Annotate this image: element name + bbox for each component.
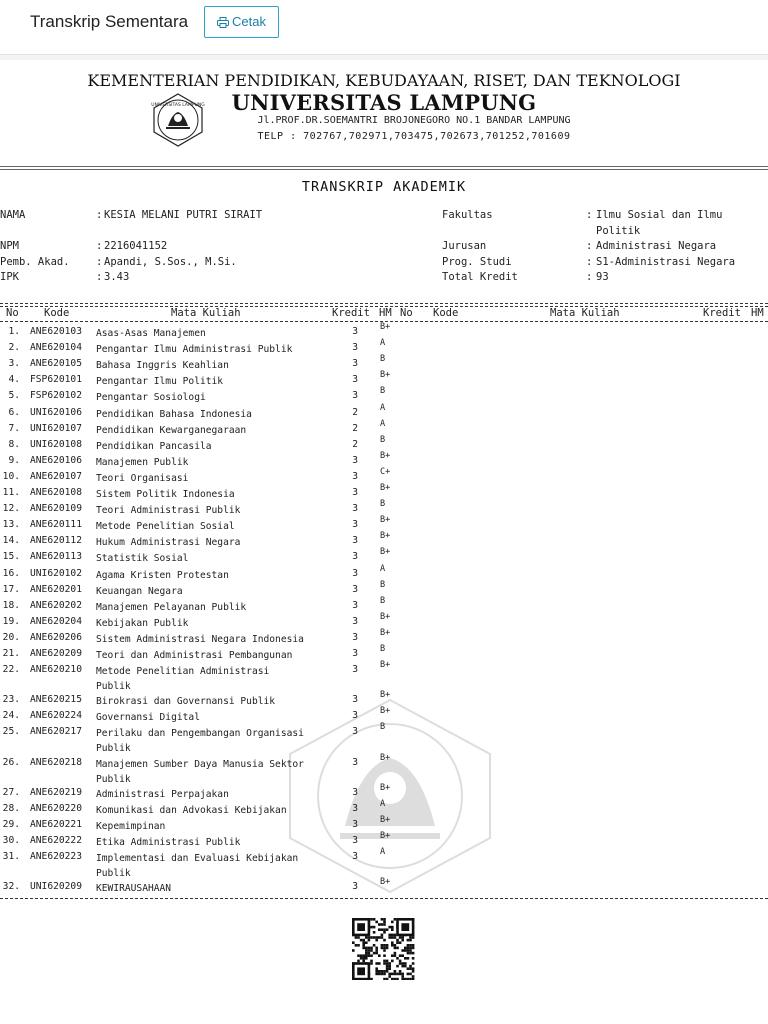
- course-grade: B: [380, 579, 386, 590]
- col-header-kredit-2: Kredit: [703, 307, 741, 319]
- course-name: Publik: [96, 743, 131, 755]
- course-name: Bahasa Inggris Keahlian: [96, 360, 229, 372]
- course-credit: 2: [352, 406, 358, 418]
- course-grade: A: [380, 418, 386, 429]
- course-no: 14.: [2, 535, 20, 547]
- course-name: Sistem Administrasi Negara Indonesia: [96, 633, 304, 645]
- course-no: 18.: [2, 599, 20, 611]
- course-name: Pengantar Sosiologi: [96, 392, 206, 404]
- course-no: 1.: [8, 326, 20, 337]
- course-credit: 3: [352, 786, 358, 798]
- course-no: 21.: [2, 648, 20, 659]
- student-faculty-cont: Politik: [596, 225, 641, 237]
- course-credit: 3: [352, 390, 358, 402]
- course-credit: 3: [352, 503, 358, 515]
- course-grade: B: [380, 595, 386, 606]
- course-no: 30.: [2, 834, 20, 846]
- course-grade: A: [380, 402, 386, 413]
- major-colon: :: [586, 240, 593, 252]
- course-name: Metode Penelitian Sosial: [96, 521, 235, 533]
- course-code: ANE620224: [30, 710, 82, 722]
- course-credit: 3: [352, 374, 358, 386]
- ipk-label: IPK: [0, 271, 19, 283]
- course-grade: B+: [380, 547, 391, 558]
- course-code: ANE620219: [30, 786, 82, 798]
- course-grade: B+: [380, 483, 391, 493]
- course-no: 24.: [2, 710, 20, 722]
- course-credit: 3: [352, 818, 358, 830]
- course-credit: 3: [352, 519, 358, 531]
- course-name: Manajemen Publik: [96, 456, 189, 468]
- course-grade: B+: [380, 450, 391, 461]
- col-header-hm-2: HM: [751, 307, 764, 319]
- course-code: ANE620109: [30, 503, 82, 515]
- course-name: Manajemen Pelayanan Publik: [96, 601, 247, 613]
- course-name: Publik: [96, 773, 131, 785]
- faculty-label: Fakultas: [442, 209, 493, 221]
- course-code: ANE620209: [30, 648, 82, 659]
- course-grade: B+: [380, 877, 391, 888]
- program-label: Prog. Studi: [442, 256, 512, 268]
- course-code: ANE620220: [30, 802, 82, 814]
- course-code: ANE620108: [30, 487, 82, 498]
- course-grade: B: [380, 434, 386, 445]
- course-grade: A: [380, 563, 386, 574]
- course-grade: B: [380, 354, 386, 365]
- course-grade: B+: [380, 370, 391, 381]
- course-code: ANE620103: [30, 326, 82, 337]
- course-credit: 3: [352, 694, 358, 706]
- course-code: ANE620201: [30, 583, 82, 595]
- table-divider: [0, 303, 768, 304]
- course-credit: 3: [352, 648, 358, 659]
- course-name: KEWIRAUSAHAAN: [96, 883, 172, 895]
- course-credit: 3: [352, 881, 358, 893]
- course-code: ANE620106: [30, 454, 82, 466]
- course-name: Pengantar Ilmu Administrasi Publik: [96, 344, 293, 356]
- course-no: 32.: [2, 881, 20, 893]
- course-name: Perilaku dan Pengembangan Organisasi: [96, 728, 304, 740]
- course-credit: 3: [352, 358, 358, 370]
- course-no: 29.: [2, 818, 20, 830]
- course-credit: 3: [352, 664, 358, 676]
- npm-label: NPM: [0, 240, 19, 252]
- course-no: 9.: [8, 454, 20, 466]
- course-no: 27.: [2, 786, 20, 798]
- course-name: Administrasi Perpajakan: [96, 788, 229, 800]
- table-footer-divider: [0, 898, 768, 899]
- course-code: ANE620204: [30, 615, 82, 627]
- student-advisor: Apandi, S.Sos., M.Si.: [104, 256, 237, 268]
- course-name: Birokrasi dan Governansi Publik: [96, 696, 276, 708]
- course-credit: 3: [352, 631, 358, 643]
- ministry-name: KEMENTERIAN PENDIDIKAN, KEBUDAYAAN, RISET, DAN TEKNOLOGI: [87, 71, 681, 90]
- advisor-label: Pemb. Akad.: [0, 256, 70, 268]
- major-label: Jurusan: [442, 240, 487, 252]
- ipk-colon: :: [96, 271, 103, 283]
- course-grade: B: [380, 499, 386, 510]
- course-name: Publik: [96, 868, 131, 879]
- course-code: ANE620104: [30, 342, 82, 354]
- course-name: Sistem Politik Indonesia: [96, 489, 235, 500]
- course-no: 23.: [2, 694, 20, 706]
- course-grade: B+: [380, 706, 391, 717]
- course-no: 20.: [2, 631, 20, 643]
- course-grade: B+: [380, 690, 391, 701]
- course-no: 4.: [8, 374, 20, 386]
- npm-colon: :: [96, 240, 103, 252]
- course-name: Pendidikan Kewarganegaraan: [96, 424, 247, 436]
- course-grade: B+: [380, 830, 391, 841]
- course-no: 7.: [8, 422, 20, 434]
- course-name: Kepemimpinan: [96, 820, 166, 832]
- course-credit: 3: [352, 802, 358, 814]
- university-address: Jl.PROF.DR.SOEMANTRI BROJONEGORO NO.1 BANDAR LAMPUNG: [257, 115, 571, 126]
- page-title: Transkrip Sementara: [30, 12, 189, 31]
- course-grade: B+: [380, 752, 391, 763]
- course-code: ANE620210: [30, 664, 82, 676]
- course-no: 31.: [2, 851, 20, 862]
- svg-text:UNIVERSITAS LAMPUNG: UNIVERSITAS LAMPUNG: [151, 103, 205, 108]
- course-grade: B+: [380, 660, 391, 671]
- course-code: ANE620112: [30, 535, 82, 547]
- name-colon: :: [96, 209, 103, 221]
- course-grade: B+: [380, 531, 391, 542]
- course-grade: B: [380, 644, 386, 654]
- course-name: Agama Kristen Protestan: [96, 569, 229, 581]
- course-code: ANE620113: [30, 551, 82, 563]
- course-name: Pendidikan Bahasa Indonesia: [96, 408, 252, 420]
- course-credit: 3: [352, 470, 358, 482]
- course-code: UNI620102: [30, 567, 82, 579]
- course-name: Komunikasi dan Advokasi Kebijakan: [96, 804, 287, 816]
- course-grade: B+: [380, 782, 391, 793]
- student-faculty: Ilmu Sosial dan Ilmu: [596, 209, 723, 221]
- advisor-colon: :: [96, 256, 103, 268]
- course-grade: B+: [380, 814, 391, 825]
- course-name: Pengantar Ilmu Politik: [96, 376, 224, 388]
- course-code: ANE620105: [30, 358, 82, 370]
- header-divider: [0, 166, 768, 167]
- course-code: ANE620206: [30, 631, 82, 643]
- course-name: Hukum Administrasi Negara: [96, 537, 241, 549]
- course-grade: A: [380, 798, 386, 809]
- course-code: ANE620202: [30, 599, 82, 611]
- course-credit: 3: [352, 756, 358, 768]
- course-grade: B+: [380, 322, 391, 332]
- course-code: ANE620215: [30, 694, 82, 706]
- course-grade: B+: [380, 515, 391, 526]
- course-code: ANE620222: [30, 834, 82, 846]
- credits-colon: :: [586, 271, 593, 283]
- course-grade: B: [380, 386, 386, 397]
- course-no: 12.: [2, 503, 20, 515]
- col-header-kode-2: Kode: [433, 307, 459, 319]
- course-name: Teori Administrasi Publik: [96, 505, 241, 517]
- course-name: Keuangan Negara: [96, 585, 183, 597]
- course-no: 3.: [8, 358, 20, 370]
- course-credit: 3: [352, 710, 358, 722]
- course-credit: 3: [352, 599, 358, 611]
- course-name: Implementasi dan Evaluasi Kebijakan: [96, 853, 299, 864]
- course-name: Manajemen Sumber Daya Manusia Sektor: [96, 758, 304, 770]
- course-no: 28.: [2, 802, 20, 814]
- toolbar: [0, 0, 768, 55]
- course-name: Teori Organisasi: [96, 472, 189, 484]
- transcript-sheet: [0, 60, 768, 1024]
- col-header-hm: HM: [379, 307, 392, 319]
- course-code: FSP620101: [30, 374, 82, 386]
- course-name: Etika Administrasi Publik: [96, 836, 241, 848]
- col-header-kredit: Kredit: [332, 307, 370, 319]
- course-credit: 2: [352, 438, 358, 450]
- course-grade: B+: [380, 611, 391, 622]
- print-icon: [217, 17, 229, 28]
- course-code: ANE620111: [30, 519, 82, 531]
- course-no: 8.: [8, 438, 20, 450]
- course-name: Publik: [96, 681, 131, 693]
- document-title: TRANSKRIP AKADEMIK: [301, 179, 467, 195]
- course-credit: 3: [352, 567, 358, 579]
- course-credit: 3: [352, 615, 358, 627]
- course-name: Pendidikan Pancasila: [96, 440, 212, 452]
- name-label: NAMA: [0, 209, 26, 221]
- header-divider: [0, 169, 768, 170]
- faculty-colon: :: [586, 209, 593, 221]
- total-credits: 93: [596, 271, 609, 283]
- course-no: 6.: [8, 406, 20, 418]
- course-code: UNI620209: [30, 881, 82, 893]
- print-button-label: Cetak: [232, 14, 266, 29]
- course-name: Statistik Sosial: [96, 553, 189, 565]
- course-grade: B: [380, 722, 386, 733]
- course-code: ANE620217: [30, 726, 82, 738]
- course-code: ANE620223: [30, 851, 82, 862]
- course-no: 26.: [2, 756, 20, 768]
- course-credit: 3: [352, 342, 358, 354]
- course-code: ANE620218: [30, 756, 82, 768]
- qr-code: [352, 918, 418, 980]
- col-header-no-2: No: [400, 307, 413, 319]
- course-credit: 3: [352, 583, 358, 595]
- student-program: S1-Administrasi Negara: [596, 256, 736, 268]
- student-major: Administrasi Negara: [596, 240, 717, 252]
- course-code: UNI620106: [30, 406, 82, 418]
- course-code: UNI620108: [30, 438, 82, 450]
- course-no: 25.: [2, 726, 20, 738]
- course-no: 16.: [2, 567, 20, 579]
- student-ipk: 3.43: [104, 271, 130, 283]
- course-no: 13.: [2, 519, 20, 531]
- course-credit: 3: [352, 326, 358, 337]
- university-phone: TELP : 702767,702971,703475,702673,701252,701609: [257, 131, 571, 142]
- course-credit: 3: [352, 487, 358, 498]
- course-name: Teori dan Administrasi Pembangunan: [96, 650, 293, 661]
- university-watermark: [285, 696, 495, 896]
- course-code: FSP620102: [30, 390, 82, 402]
- col-header-no: No: [6, 307, 19, 319]
- course-no: 17.: [2, 583, 20, 595]
- course-no: 11.: [2, 487, 20, 498]
- course-grade: C+: [380, 466, 391, 477]
- col-header-mata-kuliah: Mata Kuliah: [171, 307, 241, 319]
- course-credit: 3: [352, 535, 358, 547]
- course-code: UNI620107: [30, 422, 82, 434]
- course-no: 22.: [2, 664, 20, 676]
- course-credit: 3: [352, 834, 358, 846]
- course-no: 15.: [2, 551, 20, 563]
- course-no: 10.: [2, 470, 20, 482]
- course-no: 2.: [8, 342, 20, 354]
- course-credit: 3: [352, 851, 358, 862]
- print-button[interactable]: [204, 6, 279, 38]
- student-name: KESIA MELANI PUTRI SIRAIT: [104, 209, 263, 221]
- col-header-kode: Kode: [44, 307, 70, 319]
- course-no: 19.: [2, 615, 20, 627]
- course-code: ANE620107: [30, 470, 82, 482]
- student-npm: 2216041152: [104, 240, 168, 252]
- course-name: Metode Penelitian Administrasi: [96, 666, 270, 678]
- course-credit: 2: [352, 422, 358, 434]
- course-credit: 3: [352, 551, 358, 563]
- course-credit: 3: [352, 454, 358, 466]
- course-code: ANE620221: [30, 818, 82, 830]
- col-header-mata-kuliah-2: Mata Kuliah: [550, 307, 620, 319]
- course-name: Governansi Digital: [96, 712, 200, 724]
- course-name: Kebijakan Publik: [96, 617, 189, 629]
- course-grade: A: [380, 338, 386, 349]
- program-colon: :: [586, 256, 593, 268]
- course-credit: 3: [352, 726, 358, 738]
- university-name: UNIVERSITAS LAMPUNG: [231, 90, 537, 115]
- course-name: Asas-Asas Manajemen: [96, 328, 206, 339]
- course-grade: B+: [380, 627, 391, 638]
- credits-label: Total Kredit: [442, 271, 518, 283]
- course-no: 5.: [8, 390, 20, 402]
- course-grade: A: [380, 847, 386, 857]
